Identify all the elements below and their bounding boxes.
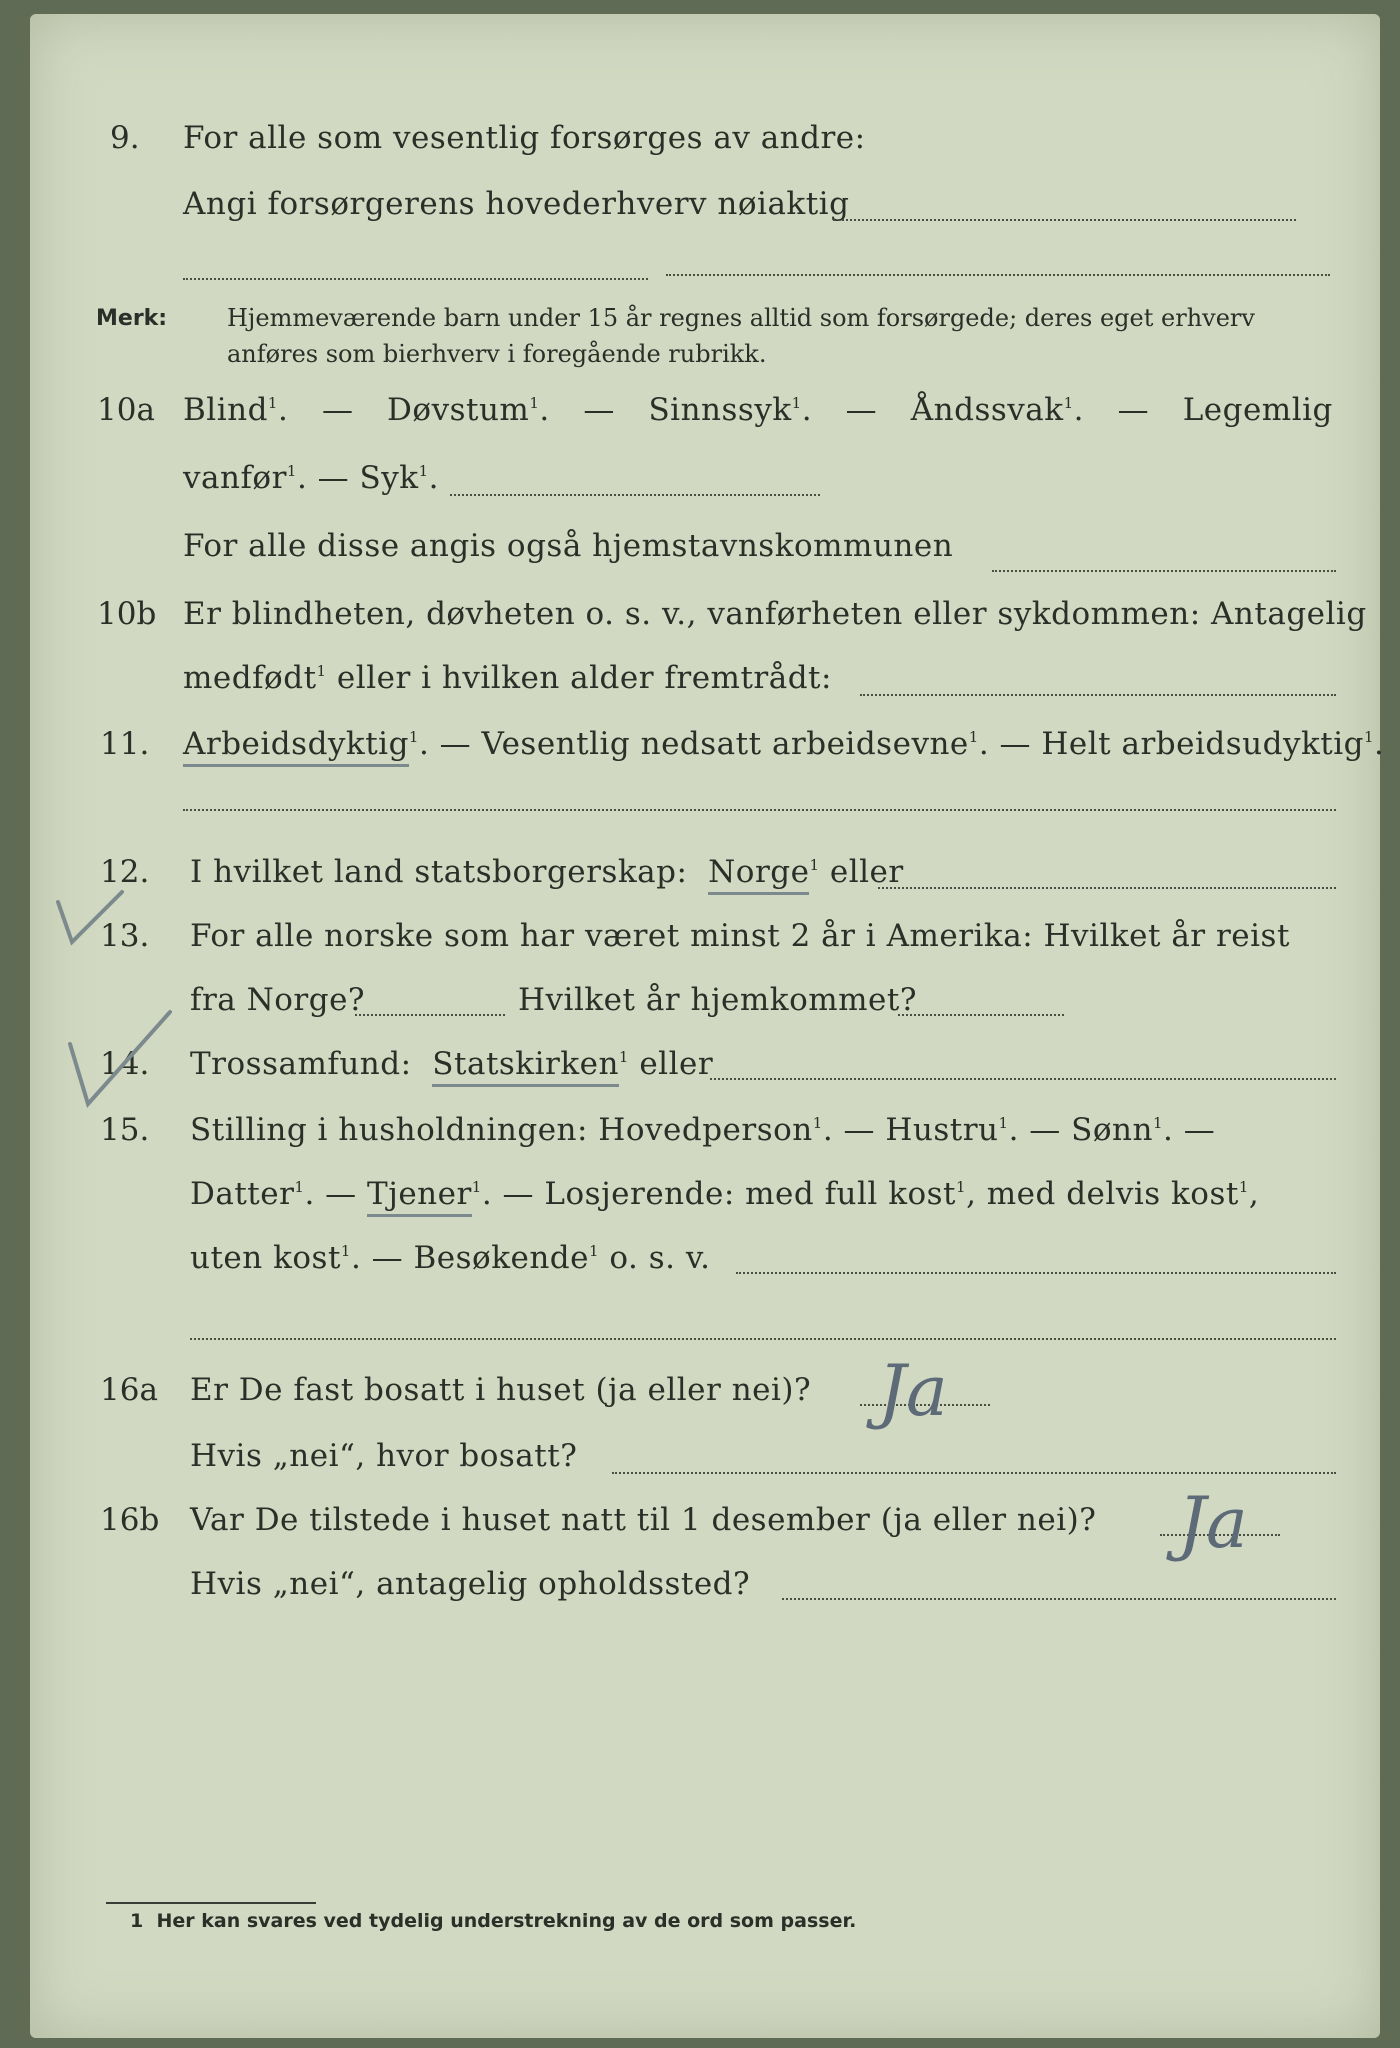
uten-kost-option: uten kost: [190, 1240, 341, 1276]
footnote-ref: 1: [1152, 1114, 1164, 1132]
q10b-answer-line: [860, 694, 1336, 696]
footnote-divider: [106, 1902, 316, 1904]
q13-line2a: fra Norge?: [190, 982, 366, 1018]
merk-line2: anføres som bierhverv i foregående rubrikk.: [227, 340, 767, 368]
footnote-ref: 1: [1363, 728, 1375, 746]
q10a-number: 10a: [97, 392, 155, 428]
legemlig-text: Legemlig: [1182, 392, 1333, 428]
q13-return-year-line: [898, 1014, 1064, 1016]
footnote-ref: 1: [294, 1178, 305, 1196]
q10a-home-municipality-line: [992, 570, 1336, 572]
udyktig-option: . — Helt arbeidsudyktig: [978, 726, 1364, 762]
tjener-option-underlined: Tjener: [367, 1176, 472, 1217]
q9-line2: Angi forsørgerens hovederhverv nøiaktig: [183, 186, 850, 222]
merk-label: Merk:: [96, 306, 168, 331]
footnote-ref: 1: [1238, 1178, 1249, 1196]
footnote: [130, 1910, 856, 1932]
arbeidsdyktig-option-underlined: Arbeidsdyktig: [183, 726, 409, 767]
q13-line1: For alle norske som har været minst 2 år i Amerika: Hvilket år reist: [190, 918, 1290, 954]
q13-number: 13.: [100, 918, 150, 954]
footnote-ref: 1: [956, 1178, 967, 1196]
q9-line1: For alle som vesentlig forsørges av andre:: [183, 120, 866, 156]
q11-number: 11.: [100, 726, 150, 762]
footnote-ref: 1: [340, 1242, 351, 1260]
q9-number: 9.: [110, 120, 140, 156]
q16a-number: 16a: [100, 1372, 158, 1408]
q15-dash2: . —: [304, 1176, 368, 1212]
footnote-ref: 1: [471, 1178, 482, 1196]
norge-option-underlined: Norge: [708, 854, 809, 895]
q16a-residence-line: [612, 1472, 1336, 1474]
q9-answer-line: [833, 219, 1296, 221]
q16b-whereabouts-line: [782, 1598, 1336, 1600]
q16a-line2: Hvis „nei“, hvor bosatt?: [190, 1438, 578, 1474]
q13-line2b: Hvilket år hjemkommet?: [518, 982, 917, 1018]
q15-line1: [190, 1112, 1215, 1148]
delvis-kost-option: , med delvis kost: [966, 1176, 1239, 1212]
q13-departure-year-line: [355, 1014, 505, 1016]
sonn-option: . — Sønn: [1008, 1112, 1153, 1148]
q10b-number: 10b: [97, 596, 157, 632]
q10a-line3: For alle disse angis også hjemstavnskommunen: [183, 528, 954, 564]
hustru-option: . — Hustru: [822, 1112, 999, 1148]
footnote-ref: 1: [418, 462, 429, 480]
q11-line: Arbeidsdyktig$^1$. — Vesentlig nedsatt arbeidsevne$^1$. — Helt arbeidsudyktig$^1$.: [183, 726, 1384, 762]
nedsatt-option: . — Vesentlig nedsatt arbeidsevne: [418, 726, 969, 762]
vanfor-option: vanfør: [183, 460, 287, 496]
q10a-line2: vanfør$^1$. — Syk$^1$.: [183, 460, 439, 496]
q10a-line1: Blind$^1$. — Døvstum$^1$. — Sinnssyk$^1$. — Åndssvak$^1$. — Legemlig: [183, 392, 1333, 428]
q15-number: 15.: [100, 1112, 150, 1148]
q9-answer-line-3: [666, 274, 1330, 276]
pencil-check-mark-icon: [60, 1004, 180, 1114]
q16a-handwritten-answer: Ja: [878, 1350, 948, 1432]
q14-answer-line: [710, 1078, 1336, 1080]
footnote-text: Her kan svares ved tydelig understrekning av de ord som passer.: [156, 1910, 857, 1932]
datter-option: Datter: [190, 1176, 295, 1212]
q15-answer-line: [736, 1272, 1336, 1274]
syk-option: Syk: [359, 460, 419, 496]
q14-eller: eller: [628, 1046, 714, 1082]
footnote-ref: 1: [998, 1114, 1009, 1132]
footnote-ref: 1: [316, 662, 327, 680]
footnote-ref: 1: [812, 1114, 823, 1132]
q12-number: 12.: [100, 854, 150, 890]
q10b-age-text: eller i hvilken alder fremtrådt:: [326, 660, 832, 696]
full-kost-option: . — Losjerende: med full kost: [481, 1176, 957, 1212]
q15-answer-line-2: [190, 1338, 1336, 1340]
footnote-ref: 1: [791, 394, 802, 412]
footnote-ref: 1: [1063, 394, 1074, 412]
hovedperson-option: Stilling i husholdningen: Hovedperson: [190, 1112, 813, 1148]
q15-line2: Datter$^1$. — Tjener$^1$. — Losjerende: med full kost$^1$, med delvis kost$^1$,: [190, 1176, 1259, 1212]
footnote-ref: 1: [618, 1048, 629, 1066]
q11-answer-line: [183, 809, 1336, 811]
blind-option: Blind: [183, 392, 268, 428]
footnote-ref: 1: [529, 394, 540, 412]
q16b-line1: Var De tilstede i huset natt til 1 desember (ja eller nei)?: [190, 1502, 1097, 1538]
q14-text: Trossamfund:: [190, 1046, 412, 1082]
q16a-line1: Er De fast bosatt i huset (ja eller nei)?: [190, 1372, 812, 1408]
dovstum-option: Døvstum: [387, 392, 530, 428]
q10b-line1: Er blindheten, døvheten o. s. v., vanførheten eller sykdommen: Antagelig: [183, 596, 1367, 632]
besokende-option: . — Besøkende: [350, 1240, 589, 1276]
q12-answer-line: [878, 887, 1336, 889]
footnote-ref: 1: [809, 856, 820, 874]
q16b-handwritten-answer: Ja: [1178, 1482, 1248, 1564]
footnote-mark: 1: [130, 1910, 144, 1932]
q15-dash: . —: [1163, 1112, 1216, 1148]
q15-line3: [190, 1240, 711, 1276]
q16b-line2: Hvis „nei“, antagelig opholdssted?: [190, 1566, 751, 1602]
q14-number: 14.: [100, 1046, 150, 1082]
q9-answer-line-2: [183, 278, 648, 280]
q12-line: [190, 854, 904, 890]
q12-eller: eller: [819, 854, 904, 890]
footnote-ref: 1: [286, 462, 297, 480]
medfodt-option: medfødt: [183, 660, 317, 696]
footnote-ref: 1: [267, 394, 278, 412]
sinnssyk-option: Sinnssyk: [648, 392, 792, 428]
q12-text: I hvilket land statsborgerskap:: [190, 854, 688, 890]
footnote-ref: 1: [968, 728, 979, 746]
osv-text: o. s. v.: [599, 1240, 711, 1276]
q10a-answer-line: [450, 494, 820, 496]
merk-line1: Hjemmeværende barn under 15 år regnes alltid som forsørgede; deres eget erhverv: [227, 304, 1255, 332]
footnote-ref: 1: [408, 728, 419, 746]
statskirken-option-underlined: Statskirken: [432, 1046, 619, 1087]
q14-line: [190, 1046, 713, 1082]
q10b-line2: [183, 660, 832, 696]
census-form-page: [30, 14, 1385, 2038]
footnote-ref: 1: [589, 1242, 600, 1260]
q16b-number: 16b: [100, 1502, 160, 1538]
andssvak-option: Åndssvak: [910, 392, 1064, 428]
pencil-check-mark-icon: [50, 882, 130, 952]
